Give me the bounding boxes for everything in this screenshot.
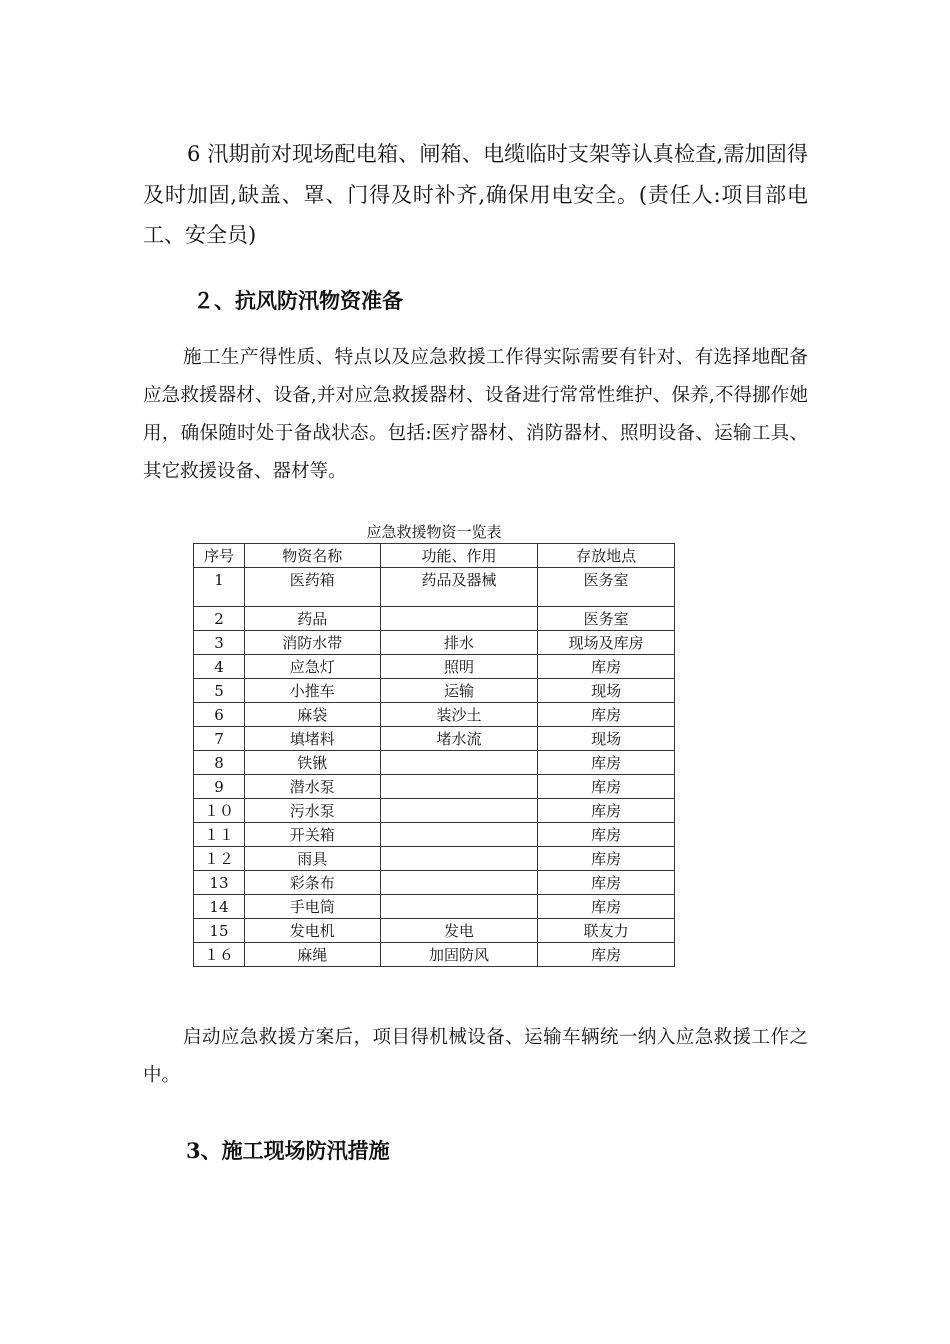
cell-index: 13 <box>194 871 245 895</box>
cell-name: 发电机 <box>244 919 380 943</box>
cell-name: 医药箱 <box>244 568 380 607</box>
paragraph-mobilization: 启动应急救援方案后，项目得机械设备、运输车辆统一纳入应急救援工作之中。 <box>143 1027 808 1086</box>
cell-location: 库房 <box>538 847 675 871</box>
cell-name: 小推车 <box>244 679 380 703</box>
header-function: 功能、作用 <box>380 544 538 568</box>
cell-index: 4 <box>194 655 245 679</box>
cell-location: 库房 <box>538 895 675 919</box>
table-row <box>194 751 675 775</box>
table-row <box>194 568 675 607</box>
cell-function <box>380 895 538 919</box>
cell-name: 潜水泵 <box>244 775 380 799</box>
cell-location: 医务室 <box>538 607 675 631</box>
table-row <box>194 895 675 919</box>
cell-location: 现场及库房 <box>538 631 675 655</box>
cell-location: 联友力 <box>538 919 675 943</box>
cell-index: 1 <box>194 568 245 607</box>
header-index: 序号 <box>194 544 245 568</box>
cell-function: 运输 <box>380 679 538 703</box>
cell-location: 库房 <box>538 751 675 775</box>
cell-function <box>380 607 538 631</box>
cell-index: 8 <box>194 751 245 775</box>
cell-function <box>380 751 538 775</box>
cell-index: １０ <box>194 799 245 823</box>
cell-location: 现场 <box>538 679 675 703</box>
cell-function <box>380 871 538 895</box>
cell-index: １６ <box>194 943 245 967</box>
cell-location: 现场 <box>538 727 675 751</box>
table-row <box>194 631 675 655</box>
table-row <box>194 679 675 703</box>
cell-index: 7 <box>194 727 245 751</box>
cell-name: 开关箱 <box>244 823 380 847</box>
table-row <box>194 655 675 679</box>
table-row <box>194 847 675 871</box>
table-caption: 应急救援物资一览表 <box>366 523 502 541</box>
cell-function: 堵水流 <box>380 727 538 751</box>
table-row <box>194 703 675 727</box>
cell-location: 库房 <box>538 655 675 679</box>
paragraph-inspection: 6 汛期前对现场配电箱、闸箱、电缆临时支架等认真检查,需加固得及时加固,缺盖、罩、门得及时补齐,确保用电安全。(责任人:项目部电工、安全员) <box>143 142 808 247</box>
cell-name: 雨具 <box>244 847 380 871</box>
cell-function: 排水 <box>380 631 538 655</box>
cell-location: 库房 <box>538 799 675 823</box>
cell-location: 库房 <box>538 871 675 895</box>
cell-function <box>380 775 538 799</box>
table-row <box>194 823 675 847</box>
table-row <box>194 727 675 751</box>
cell-index: 5 <box>194 679 245 703</box>
cell-name: 药品 <box>244 607 380 631</box>
paragraph-supplies: 施工生产得性质、特点以及应急救援工作得实际需要有针对、有选择地配备应急救援器材、设备,并对应急救援器材、设备进行常常性维护、保养,不得挪作她用，确保随时处于备战状态。包括:医疗器材、消防器材、照明设备、运输工具、其它救援设备、器材等。 <box>143 347 808 482</box>
cell-name: 麻绳 <box>244 943 380 967</box>
cell-location: 库房 <box>538 775 675 799</box>
cell-index: 9 <box>194 775 245 799</box>
cell-function: 加固防风 <box>380 943 538 967</box>
header-name: 物资名称 <box>244 544 380 568</box>
cell-name: 铁锹 <box>244 751 380 775</box>
cell-location: 库房 <box>538 703 675 727</box>
cell-function: 发电 <box>380 919 538 943</box>
cell-location: 库房 <box>538 823 675 847</box>
cell-function <box>380 823 538 847</box>
table-header-row <box>194 544 675 568</box>
table-row <box>194 871 675 895</box>
table-row <box>194 775 675 799</box>
table-row <box>194 919 675 943</box>
cell-name: 麻袋 <box>244 703 380 727</box>
table-row <box>194 799 675 823</box>
cell-function <box>380 847 538 871</box>
supplies-table <box>193 543 675 967</box>
cell-name: 污水泵 <box>244 799 380 823</box>
header-location: 存放地点 <box>538 544 675 568</box>
cell-name: 消防水带 <box>244 631 380 655</box>
cell-function: 药品及器械 <box>380 568 538 607</box>
table-row <box>194 607 675 631</box>
cell-function: 照明 <box>380 655 538 679</box>
cell-index: １１ <box>194 823 245 847</box>
cell-name: 彩条布 <box>244 871 380 895</box>
cell-index: 2 <box>194 607 245 631</box>
cell-index: １２ <box>194 847 245 871</box>
cell-function <box>380 799 538 823</box>
cell-index: 14 <box>194 895 245 919</box>
cell-location: 库房 <box>538 943 675 967</box>
cell-index: 6 <box>194 703 245 727</box>
table-row <box>194 943 675 967</box>
heading-supplies: ２、抗风防汛物资准备 <box>193 288 403 313</box>
cell-function: 装沙土 <box>380 703 538 727</box>
cell-location: 医务室 <box>538 568 675 607</box>
cell-index: 3 <box>194 631 245 655</box>
cell-index: 15 <box>194 919 245 943</box>
cell-name: 应急灯 <box>244 655 380 679</box>
heading-flood-measures: 3、施工现场防汛措施 <box>186 1138 390 1163</box>
cell-name: 手电筒 <box>244 895 380 919</box>
cell-name: 填堵料 <box>244 727 380 751</box>
